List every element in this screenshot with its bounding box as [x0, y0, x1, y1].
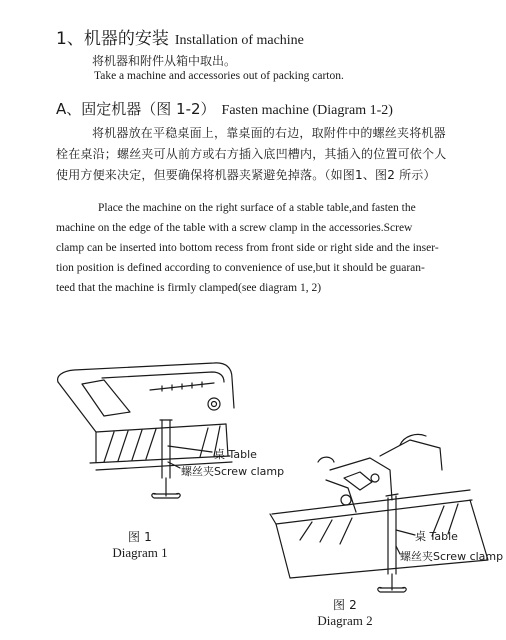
diagram-2-caption [300, 596, 390, 629]
section-heading-en: Installation of machine [174, 33, 304, 48]
subsection-heading-zh: A、固定机器（图 1-2） [56, 100, 216, 118]
diagram-2-caption-zh: 图 2 [332, 598, 358, 612]
diagram-2-clamp-label: 螺丝夹Screw clamp [400, 550, 504, 563]
diagram-1-caption-en: Diagram 1 [112, 545, 168, 560]
subsection-heading-en: Fasten machine (Diagram 1-2) [221, 103, 393, 118]
diagram-1-caption [100, 528, 180, 561]
unpack-text-en: Take a machine and accessories out of packing carton. [94, 70, 344, 82]
diagram-2-table-label: 桌 Table [415, 530, 458, 543]
section-heading-zh: 1、机器的安装 [56, 29, 169, 49]
diagram-1-table-label: 桌 Table [214, 448, 257, 461]
para-zh-line-3: 使用方便来决定，但要确保将机器夹紧避免掉落。（如图1、图2 所示） [56, 168, 436, 182]
para-en-line-1: Place the machine on the right surface of a stable table,and fasten the [98, 202, 416, 214]
diagram-1-caption-zh: 图 1 [127, 530, 153, 544]
unpack-text-zh: 将机器和附件从箱中取出。 [92, 54, 237, 68]
para-en-line-3: clamp can be inserted into bottom recess from front side or right side and the inser- [56, 242, 439, 254]
diagram-2-drawing [270, 434, 488, 592]
diagram-2-caption-en: Diagram 2 [317, 613, 373, 628]
para-en-line-4: tion position is defined according to convenience of use,but it should be guaran- [56, 262, 425, 274]
diagram-1-clamp-label: 螺丝夹Screw clamp [181, 465, 285, 478]
para-zh-line-1: 将机器放在平稳桌面上，靠桌面的右边，取附件中的螺丝夹将机器 [92, 126, 446, 140]
para-zh-line-2: 栓在桌沿；螺丝夹可从前方或右方插入底凹槽内，其插入的位置可依个人 [56, 147, 447, 161]
para-en-line-2: machine on the edge of the table with a screw clamp in the accessories.Screw [56, 222, 413, 234]
para-en-line-5: teed that the machine is firmly clamped(see diagram 1, 2) [56, 282, 322, 294]
